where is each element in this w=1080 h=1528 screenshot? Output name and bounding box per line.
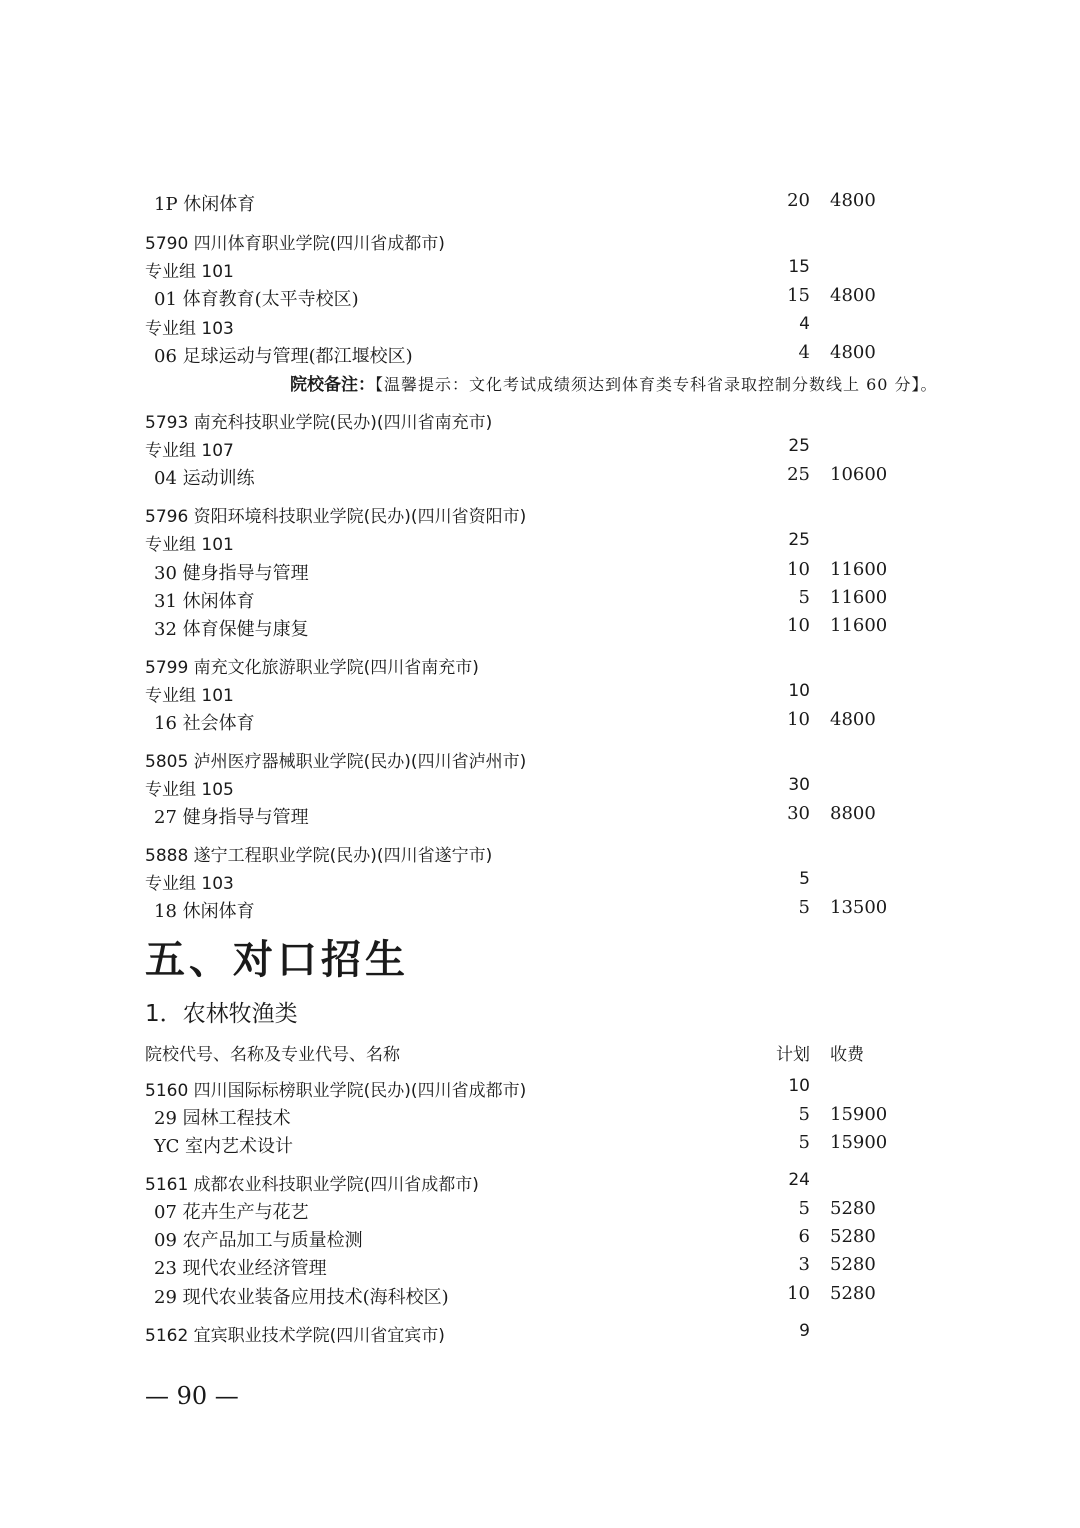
major-name: 30 健身指导与管理 xyxy=(154,563,309,584)
group-plan: 10 xyxy=(788,681,810,701)
major-plan: 25 xyxy=(787,464,810,485)
major-row xyxy=(0,803,1080,831)
column-header-fee: 收费 xyxy=(830,1045,864,1065)
major-name: 18 休闲体育 xyxy=(154,901,255,922)
group-plan: 4 xyxy=(799,314,810,334)
major-fee: 10600 xyxy=(830,464,888,485)
major-fee: 15900 xyxy=(830,1132,888,1153)
group-name: 专业组 107 xyxy=(145,441,234,461)
major-fee: 11600 xyxy=(830,559,888,580)
school-row xyxy=(0,1170,1080,1198)
major-plan: 4 xyxy=(798,342,810,363)
major-group-row xyxy=(0,869,1080,897)
major-fee: 4800 xyxy=(830,709,876,730)
major-fee: 4800 xyxy=(830,342,876,363)
major-plan: 30 xyxy=(787,803,810,824)
major-row xyxy=(0,709,1080,737)
school-row xyxy=(0,1076,1080,1104)
major-plan: 20 xyxy=(787,190,810,211)
major-name: 06 足球运动与管理(都江堰校区) xyxy=(154,346,413,367)
major-row xyxy=(0,897,1080,925)
group-plan: 30 xyxy=(788,775,810,795)
major-row xyxy=(0,1104,1080,1132)
major-fee: 5280 xyxy=(830,1226,876,1247)
major-group-row xyxy=(0,530,1080,558)
major-fee: 8800 xyxy=(830,803,876,824)
major-plan: 10 xyxy=(787,709,810,730)
major-name: 07 花卉生产与花艺 xyxy=(154,1202,309,1223)
school-name: 5888 遂宁工程职业学院(民办)(四川省遂宁市) xyxy=(145,846,493,866)
school-note-text: 【温馨提示：文化考试成绩须达到体育类专科省录取控制分数线上 60 分】。 xyxy=(375,375,938,394)
major-plan: 5 xyxy=(798,1198,810,1219)
school-name: 5161 成都农业科技职业学院(四川省成都市) xyxy=(145,1175,479,1195)
school-note-row xyxy=(145,370,1080,398)
group-name: 专业组 103 xyxy=(145,319,234,339)
major-row xyxy=(0,190,1080,218)
major-fee: 4800 xyxy=(830,190,876,211)
major-name: 32 体育保健与康复 xyxy=(154,619,309,640)
school-row xyxy=(0,408,1080,436)
major-fee: 5280 xyxy=(830,1254,876,1275)
school-name: 5790 四川体育职业学院(四川省成都市) xyxy=(145,234,445,254)
major-plan: 5 xyxy=(798,1104,810,1125)
major-row xyxy=(0,1254,1080,1282)
major-name: 27 健身指导与管理 xyxy=(154,807,309,828)
major-fee: 4800 xyxy=(830,285,876,306)
major-row xyxy=(0,285,1080,313)
major-row xyxy=(0,559,1080,587)
major-fee: 5280 xyxy=(830,1198,876,1219)
major-plan: 5 xyxy=(798,1132,810,1153)
major-name: 01 体育教育(太平寺校区) xyxy=(154,289,359,310)
major-fee: 5280 xyxy=(830,1283,876,1304)
major-fee: 13500 xyxy=(830,897,888,918)
major-group-row xyxy=(0,436,1080,464)
school-name: 5793 南充科技职业学院(民办)(四川省南充市) xyxy=(145,413,493,433)
major-fee: 11600 xyxy=(830,587,888,608)
major-row xyxy=(0,615,1080,643)
school-name: 5796 资阳环境科技职业学院(民办)(四川省资阳市) xyxy=(145,507,527,527)
major-name: 23 现代农业经济管理 xyxy=(154,1258,327,1279)
major-group-row xyxy=(0,314,1080,342)
major-group-row xyxy=(0,681,1080,709)
major-plan: 3 xyxy=(798,1254,810,1275)
group-name: 专业组 101 xyxy=(145,535,234,555)
school-name: 5805 泸州医疗器械职业学院(民办)(四川省泸州市) xyxy=(145,752,527,772)
major-name: 29 现代农业装备应用技术(海科校区) xyxy=(154,1287,449,1308)
major-row xyxy=(0,1132,1080,1160)
group-plan: 15 xyxy=(788,257,810,277)
major-name: 1P 休闲体育 xyxy=(154,194,256,215)
school-plan: 24 xyxy=(788,1170,810,1190)
school-row xyxy=(0,653,1080,681)
school-note-label: 院校备注： xyxy=(290,375,375,395)
major-row xyxy=(0,464,1080,492)
major-fee: 15900 xyxy=(830,1104,888,1125)
major-name: 29 园林工程技术 xyxy=(154,1108,291,1129)
subsection-heading: 1．农林牧渔类 xyxy=(145,1001,298,1027)
major-plan: 5 xyxy=(798,587,810,608)
major-row xyxy=(0,1226,1080,1254)
group-plan: 25 xyxy=(788,436,810,456)
group-plan: 5 xyxy=(799,869,810,889)
group-name: 专业组 105 xyxy=(145,780,234,800)
major-plan: 10 xyxy=(787,615,810,636)
group-name: 专业组 101 xyxy=(145,686,234,706)
major-name: 16 社会体育 xyxy=(154,713,255,734)
school-name: 5160 四川国际标榜职业学院(民办)(四川省成都市) xyxy=(145,1081,527,1101)
major-plan: 10 xyxy=(787,559,810,580)
column-header-row xyxy=(0,1040,1080,1068)
school-plan: 10 xyxy=(788,1076,810,1096)
school-row xyxy=(0,1321,1080,1349)
page-number: — 90 — xyxy=(145,1382,239,1410)
major-name: 04 运动训练 xyxy=(154,468,255,489)
major-plan: 15 xyxy=(787,285,810,306)
major-plan: 5 xyxy=(798,897,810,918)
major-name: 09 农产品加工与质量检测 xyxy=(154,1230,363,1251)
section-heading: 五、对口招生 xyxy=(145,937,409,983)
school-row xyxy=(0,229,1080,257)
group-name: 专业组 101 xyxy=(145,262,234,282)
school-row xyxy=(0,747,1080,775)
major-row xyxy=(0,1198,1080,1226)
school-plan: 9 xyxy=(799,1321,810,1341)
major-group-row xyxy=(0,775,1080,803)
major-row xyxy=(0,587,1080,615)
school-note xyxy=(290,370,938,395)
major-fee: 11600 xyxy=(830,615,888,636)
school-name: 5162 宜宾职业技术学院(四川省宜宾市) xyxy=(145,1326,445,1346)
school-row xyxy=(0,841,1080,869)
school-row xyxy=(0,502,1080,530)
major-plan: 6 xyxy=(798,1226,810,1247)
major-row xyxy=(0,1283,1080,1311)
column-header-name: 院校代号、名称及专业代号、名称 xyxy=(145,1045,400,1065)
major-row xyxy=(0,342,1080,370)
major-name: 31 休闲体育 xyxy=(154,591,255,612)
group-plan: 25 xyxy=(788,530,810,550)
column-header-plan: 计划 xyxy=(776,1045,810,1065)
major-plan: 10 xyxy=(787,1283,810,1304)
school-name: 5799 南充文化旅游职业学院(四川省南充市) xyxy=(145,658,479,678)
major-group-row xyxy=(0,257,1080,285)
group-name: 专业组 103 xyxy=(145,874,234,894)
major-name: YC 室内艺术设计 xyxy=(154,1136,294,1157)
